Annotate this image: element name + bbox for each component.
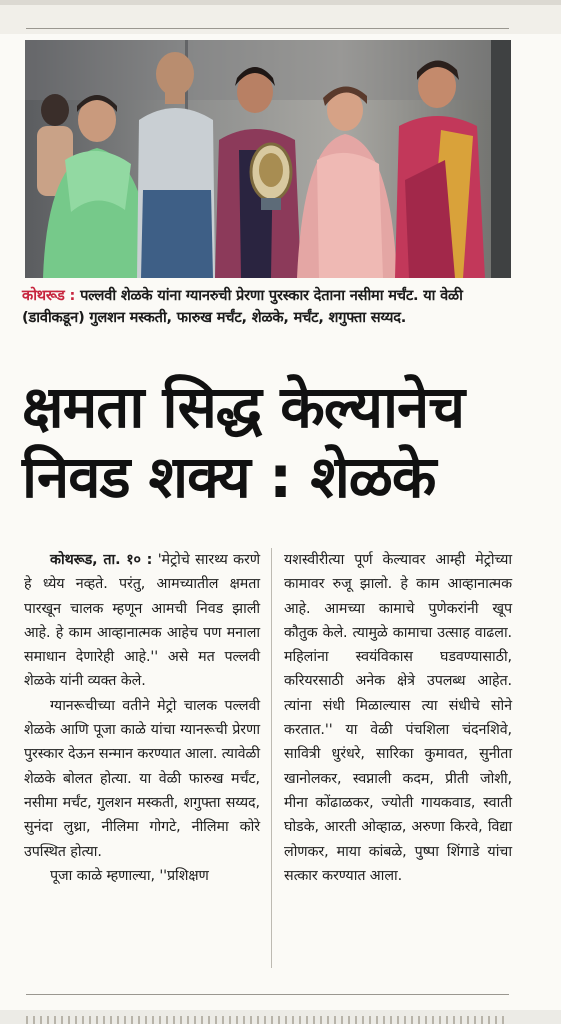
bottom-rule (26, 994, 509, 995)
top-strip (0, 0, 561, 5)
previous-article-edge (0, 0, 561, 34)
photo-caption (22, 285, 522, 329)
column-divider (271, 548, 272, 968)
article-paragraph (24, 548, 260, 694)
article-paragraph-text: 'मेट्रोचे सारथ्य करणे हे ध्येय नव्हते. परंतु, आमच्यातील क्षमता पारखून चालक म्हणून आमची निवड झाली आहे. हे काम आव्हानात्मक आहेच पण मनाला समाधान देणारेही आहे.'' असे मत पल्लवी शेळके यांनी व्यक्त केले. (24, 552, 260, 690)
article-paragraph: ग्यानरूचीच्या वतीने मेट्रो चालक पल्लवी शेळके आणि पूजा काळे यांचा ग्यानरूची प्रेरणा पुरस्कार देऊन सन्मान करण्यात आला. त्यावेळी शेळके बोलत होत्या. या वेळी फारुख मर्चंट, नसीमा मर्चंट, गुलशन मस्कती, शगुफ्ता सय्यद, सुनंदा लुथ्रा, नीलिमा गोगटे, नीलिमा कोरे उपस्थित होत्या. (24, 697, 261, 860)
headline (22, 372, 542, 512)
article-paragraph: पूजा काळे म्हणाल्या, ''प्रशिक्षण (50, 867, 209, 884)
article-paragraph: यशस्वीरीत्या पूर्ण केल्यावर आम्ही मेट्रोच्या कामावर रुजू झालो. हे काम आव्हानात्मक आहे. आमच्या कामाचे पुणेकरांनी खूप कौतुक केले. त्यामुळे कामाचा उत्साह वाढला. महिलांना स्वयंविकास घडवण्यासाठी, करियरसाठी अनेक क्षेत्रे उपलब्ध आहेत. त्यांना संधी मिळाल्यास त्या संधीचे सोने करतात.'' या वेळी पंचशिला चंदनशिवे, सावित्री धुरंधरे, सारिका कुमावत, सुनीता खानोलकर, स्वप्नाली कदम, प्रीती जोशी, मीना कोंढाळकर, ज्योती गायकवाड, स्वाती घोडके, आरती ओव्हाळ, अरुणा किरवे, विद्या लोणकर, माया कांबळे, पुष्पा शिंगाडे यांचा सत्कार करण्यात आला. (284, 552, 512, 884)
article-dateline: कोथरूड, ता. १० : (50, 552, 153, 568)
top-rule (26, 28, 509, 29)
article-column-right (284, 548, 512, 888)
award-ceremony-photo (25, 40, 511, 278)
caption-text: पल्लवी शेळके यांना ग्यानरुची प्रेरणा पुरस्कार देताना नसीमा मर्चंट. या वेळी (डावीकडून) गुलशन मस्कती, फारुख मर्चंट, शेळके, मर्चंट, शगुफ्ता सय्यद. (22, 287, 463, 326)
news-photo (25, 40, 511, 278)
headline-line-2: निवड शक्य : शेळके (22, 443, 436, 511)
headline-line-1: क्षमता सिद्ध केल्यानेच (22, 373, 465, 441)
caption-dateline: कोथरूड : (22, 287, 76, 304)
article-column-left (24, 548, 260, 888)
next-article-strip (26, 1016, 506, 1024)
next-article-edge (0, 1010, 561, 1024)
